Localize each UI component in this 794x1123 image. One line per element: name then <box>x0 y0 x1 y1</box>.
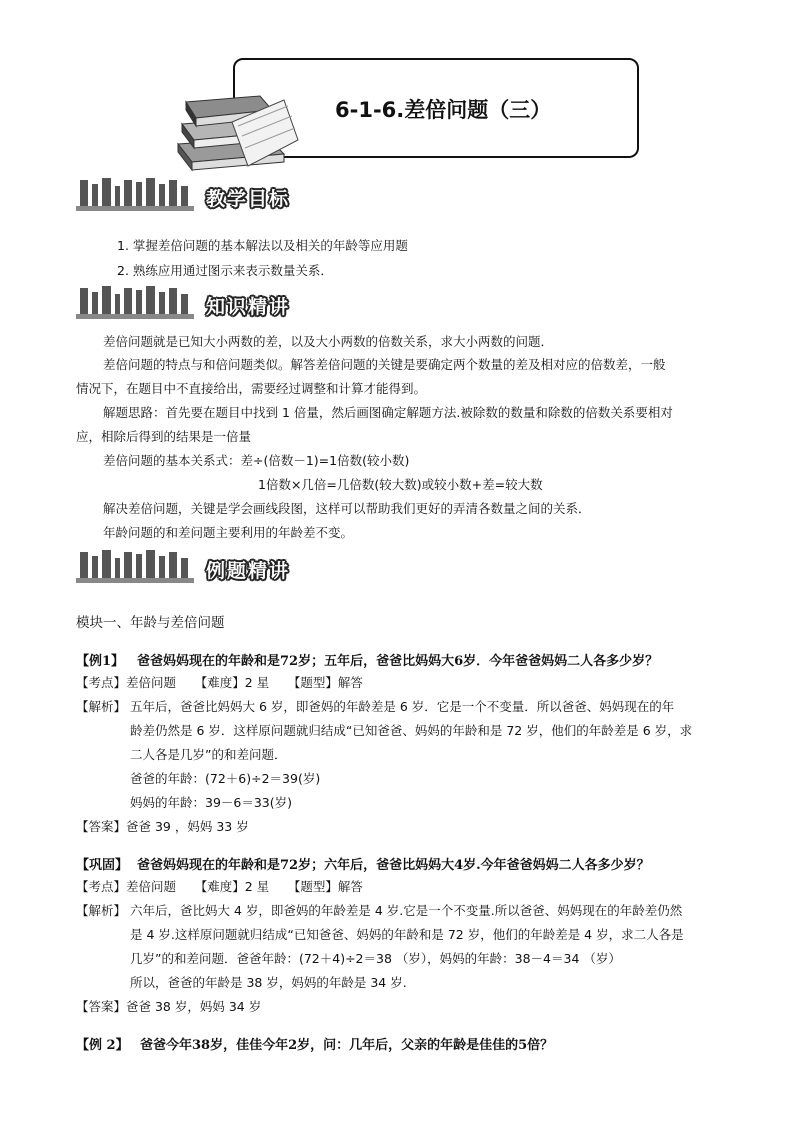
example-question: 爸爸妈妈现在的年龄和是72岁；五年后，爸爸比妈妈大6岁．今年爸爸妈妈二人各多少岁？ <box>137 654 659 669</box>
solution-line: 所以，爸爸的年龄是 38 岁，妈妈的年龄是 34 岁. <box>130 975 407 990</box>
goal-item: 1. 掌握差倍问题的基本解法以及相关的年龄等应用题 <box>117 238 408 253</box>
knowledge-para: 解决差倍问题，关键是学会画线段图，这样可以帮助我们更好的弄清各数量之间的关系． <box>103 501 591 516</box>
formula-line: 差倍问题的基本关系式：差÷(倍数－1)=1倍数(较小数) <box>103 453 410 468</box>
books-icon <box>172 82 302 172</box>
section-banner-goals <box>76 176 194 212</box>
solution-line: 二人各是几岁”的和差问题． <box>130 747 287 762</box>
knowledge-para: 情况下，在题目中不直接给出，需要经过调整和计算才能得到。 <box>76 381 427 396</box>
section-title-examples: 例题精讲 <box>206 560 291 582</box>
solution-tag: 【解析】 <box>76 699 127 714</box>
solution-line: 龄差仍然是 6 岁．这样原问题就归结成“已知爸爸、妈妈的年龄和是 72 岁，他们的年龄差是 6 岁，求 <box>130 723 693 738</box>
section-banner-knowledge <box>76 284 194 320</box>
section-title-goals: 教学目标 <box>206 188 291 210</box>
section-banner-examples <box>76 548 194 584</box>
knowledge-para: 年龄问题的和差问题主要利用的年龄差不变。 <box>103 525 354 540</box>
practice-question: 爸爸妈妈现在的年龄和是72岁；六年后，爸爸比妈妈大4岁.今年爸爸妈妈二人各多少岁？ <box>137 858 650 873</box>
solution-line: 六年后，爸比妈大 4 岁，即爸妈的年龄差是 4 岁.它是一个不变量.所以爸爸、妈妈现在的年龄差仍然 <box>130 903 683 918</box>
page-title: 6-1-6.差倍问题（三） <box>335 98 552 122</box>
solution-line: 爸爸的年龄：(72＋6)÷2＝39(岁) <box>130 771 321 786</box>
practice-tag: 【巩固】 <box>76 858 129 873</box>
solution-line: 妈妈的年龄：39－6＝33(岁) <box>130 795 293 810</box>
answer-line: 【答案】爸爸 38 岁，妈妈 34 岁 <box>76 999 262 1014</box>
solution-tag: 【解析】 <box>76 903 127 918</box>
example-tag: 【例1】 <box>76 654 125 669</box>
module-heading: 模块一、年龄与差倍问题 <box>76 615 225 631</box>
practice-meta: 【考点】差倍问题 【难度】2 星 【题型】解答 <box>76 879 363 894</box>
knowledge-para: 差倍问题就是已知大小两数的差，以及大小两数的倍数关系，求大小两数的问题． <box>103 334 554 349</box>
solution-line: 五年后，爸爸比妈妈大 6 岁，即爸妈的年龄差是 6 岁．它是一个不变量．所以爸爸、妈妈现在的年 <box>130 699 675 714</box>
knowledge-para: 应，相除后得到的结果是一倍量 <box>76 429 252 444</box>
knowledge-para: 解题思路：首先要在题目中找到 1 倍量，然后画图确定解题方法.被除数的数量和除数的倍数关系要相对 <box>103 405 673 420</box>
solution-line: 是 4 岁.这样原问题就归结成“已知爸爸、妈妈的年龄和是 72 岁，他们的年龄差是 4 岁，求二人各是 <box>130 927 684 942</box>
example-meta: 【考点】差倍问题 【难度】2 星 【题型】解答 <box>76 675 363 690</box>
formula-line: 1倍数×几倍=几倍数(较大数)或较小数+差=较大数 <box>258 477 543 492</box>
example-question: 爸爸今年38岁，佳佳今年2岁，问：几年后，父亲的年龄是佳佳的5倍？ <box>140 1038 554 1053</box>
goal-item: 2. 熟练应用通过图示来表示数量关系． <box>117 263 333 278</box>
answer-line: 【答案】爸爸 39 ，妈妈 33 岁 <box>76 819 249 834</box>
solution-line: 几岁”的和差问题．爸爸年龄：(72＋4)÷2＝38 （岁），妈妈的年龄：38－4＝34 （岁） <box>130 951 621 966</box>
knowledge-para: 差倍问题的特点与和倍问题类似。解答差倍问题的关键是要确定两个数量的差及相对应的倍数差，一般 <box>103 357 666 372</box>
section-title-knowledge: 知识精讲 <box>206 296 291 318</box>
example-tag: 【例 2】 <box>76 1038 129 1053</box>
